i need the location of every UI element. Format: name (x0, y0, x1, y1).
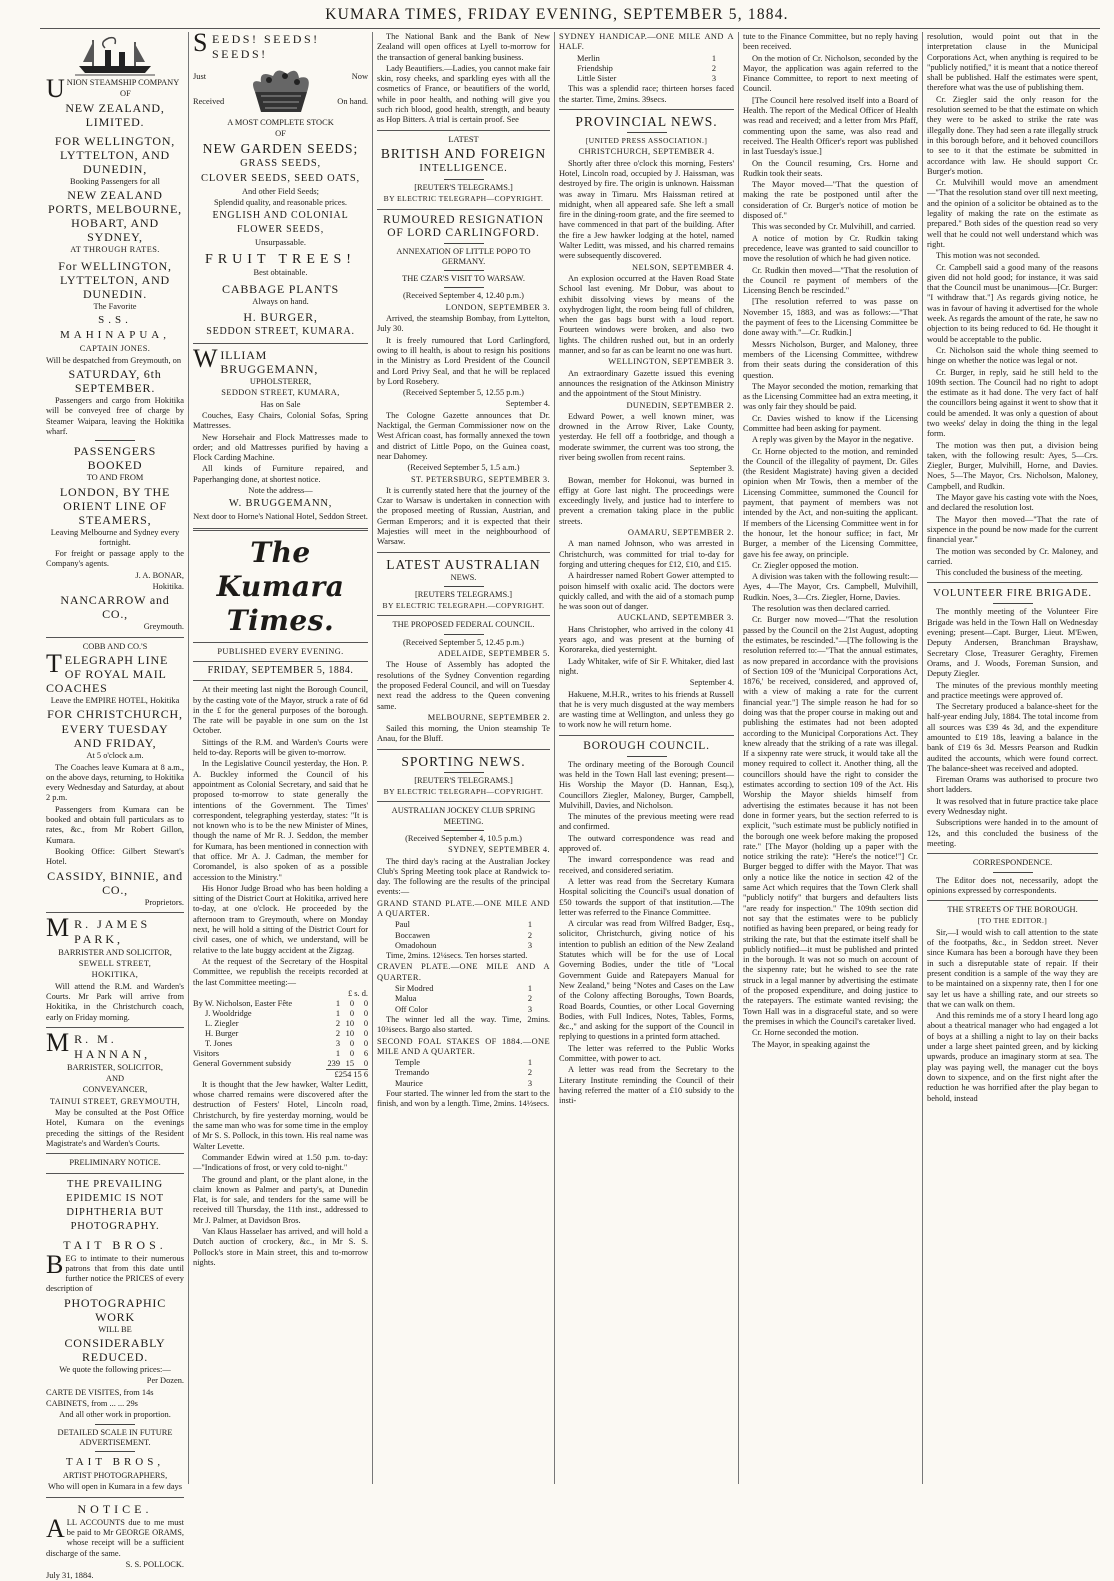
bc-reply: A reply was given by the Mayor in the negative. (752, 435, 914, 445)
column-5 (739, 32, 922, 1484)
pb-nancarrow: NANCARROW and CO., (60, 593, 170, 622)
list-item: Paul 1 (395, 920, 532, 930)
table-row: General Government subsidy 239 15 0 (193, 1058, 368, 1069)
hannan-consult: May be consulted at the Post Office Hotel, Kumara on the evenings preceding the sittings of the Resident Magistrate's and Warden's Courts. (46, 1108, 184, 1148)
page-columns (42, 28, 1102, 1581)
vfb-subscriptions: Subscriptions were handed in to the amount of 12s, and this concluded the business of the meeting. (927, 818, 1098, 848)
burger-street: SEDDON STREET, KUMARA. (206, 326, 355, 338)
race-foal-time: Four started. The winner led from the start to the finish, and won by a length. Time, 2mins. 14½secs. (377, 1089, 550, 1109)
seeds-on-hand: On hand. (337, 96, 368, 106)
cabbage-always: Always on hand. (252, 296, 309, 306)
electric-label-3: BY ELECTRIC TELEGRAPH—COPYRIGHT. (383, 787, 544, 797)
streets-heading: THE STREETS OF THE BOROUGH. (947, 905, 1078, 915)
dateline-sydney: SYDNEY, SEPTEMBER 4. (448, 845, 550, 855)
reuters-label: [REUTER'S TELEGRAMS.] (414, 182, 513, 192)
subscription-table (193, 989, 368, 1080)
federal-heading: THE PROPOSED FEDERAL COUNCIL. (392, 620, 535, 630)
ajc-heading: AUSTRALIAN JOCKEY CLUB SPRING MEETING. (391, 806, 536, 826)
divider (377, 615, 550, 616)
pb-london: LONDON, BY THE ORIENT LINE OF STEAMERS, (59, 484, 171, 527)
tait-title: TAIT BROS. (63, 1237, 167, 1252)
news-bombay: Arrived, the steamship Bombay, from Lyttelton, July 30. (377, 314, 550, 334)
bc-resuming: On the Council resuming, Crs. Horne and Rudkin took their seats. (743, 158, 918, 178)
dateline-melbourne: MELBOURNE, SEPTEMBER 2. (427, 712, 550, 722)
tait-per-dozen: Per Dozen. (146, 1376, 184, 1386)
bc-referred: The letter was referred to the Public Works Committee, with power to act. (559, 1043, 734, 1064)
divider (444, 634, 484, 635)
divider (377, 209, 550, 210)
race-craven-time: The winner led all the way. Time, 2mins. 10¾secs. Bargo also started. (377, 1014, 550, 1035)
bc-mayor-speaking: The Mayor, in speaking against the (752, 1039, 870, 1049)
seeds-now: Now (351, 72, 368, 82)
usc-through: AT THROUGH RATES. (70, 244, 160, 254)
cabbage-plants: CABBAGE PLANTS (222, 281, 339, 296)
bc-division: A division was taken with the following result:—Ayes, 4—The Mayor, Crs. Campbell, Mulvihill, Rudkin. Noes, 3—Crs. Ziegler, Horne, Davies. (743, 572, 918, 602)
latest-label: LATEST (448, 134, 479, 144)
race-grand-stand: GRAND STAND PLATE.—ONE MILE AND A QUARTER. (377, 898, 550, 918)
news-hakuene: Hakuene, M.H.R., writes to his friends at Russell that he is very much disgusted at the way members are wasting time at Wellington, and unless they go to work now he will return home. (559, 689, 734, 730)
seeds-clover: CLOVER SEEDS, SEED OATS, (201, 172, 360, 184)
table-row: T. Jones 3 0 0 (205, 1038, 368, 1048)
seeds-row (193, 66, 368, 114)
wb-address: Next door to Horne's National Hotel, Seddon Street. (193, 512, 368, 522)
usc-passengers: Passengers and cargo from Hokitika will be conveyed free of charge by Steamer Waipara, leaving the Hokitika wharf. (46, 396, 184, 436)
list-item: Maurice 3 (395, 1078, 532, 1088)
bc-carried: The resolution was then declared carried. (752, 604, 891, 614)
hannan-role: BARRISTER, SOLICITOR, (67, 1062, 163, 1072)
list-item: Sir Modred 1 (395, 984, 532, 994)
usc-captain: CAPTAIN JONES. (79, 344, 151, 354)
correspondence-disclaimer: The Editor does not, necessarily, adopt the opinions expressed by correspondents. (927, 875, 1098, 895)
reuters-label-2: [REUTERS TELEGRAMS.] (414, 589, 513, 599)
tait-quote: We quote the following prices:— (59, 1365, 171, 1375)
dateline-oamaru: OAMARU, SEPTEMBER 2. (627, 528, 734, 538)
received-4: (Received September 5, 12.45 p.m.) (403, 637, 524, 647)
table-row: J. Wooldridge 1 0 0 (205, 1008, 368, 1018)
news-te-anau: Sailed this morning, the Union steamship Te Anau, for the Bluff. (377, 724, 550, 744)
seeds-complete: A MOST COMPLETE STOCK (227, 118, 334, 127)
accounts-notice: LL ACCOUNTS due to me must be paid to Mr GEORGE ORAMS, whose receipt will be a sufficient discharge of the same. (46, 1517, 184, 1558)
bc-mulvihill: Cr. Mulvihill would move an amendment—"That the resolution stand over till next meeting, and the opinion of a solicitor be obtained as to the legality of making the rate on the estimate as prepared." Both sides of the question read so very well that he could not well understand which was right. (927, 178, 1098, 249)
bc-cont-2: On the motion of Cr. Nicholson, seconded by the Mayor, the application was again referred to the Finance Committee, to report to next meeting of Council. (743, 53, 918, 94)
fruit-best: Best obtainable. (253, 268, 308, 278)
news-racing: The third day's racing at the Australian Jockey Club's Spring Meeting took place at Randwick to-day. The following are the results of the principal events:— (377, 856, 550, 897)
hannan-and: AND (105, 1074, 125, 1084)
divider (46, 1153, 184, 1154)
park-street: SEWELL STREET, (78, 959, 152, 969)
bc-mayor-seconded: The Mayor seconded the motion, remarking that as the Licensing Committee had an extra meeting, it was only fair they should be paid. (743, 381, 918, 412)
borough-council-heading: BOROUGH COUNCIL. (583, 739, 710, 752)
divider (444, 243, 484, 244)
electric-label-2: BY ELECTRIC TELEGRAPH.—COPYRIGHT. (382, 601, 545, 611)
correspondence-heading: CORRESPONDENCE. (972, 858, 1053, 868)
cobb-passengers: Passengers from Kumara can be booked and obtain full particulars as to rates, &c., from Mr Robert Gillon, Kumara. (46, 804, 184, 845)
tait2-title: TAIT BROS, (65, 1456, 165, 1469)
bc-rudkin-moved: Cr. Rudkin then moved—"That the resolution of the Council re payment of members of the Licensing Bench be rescinded." (743, 265, 918, 296)
divider (927, 853, 1098, 854)
wb-street: SEDDON STREET, KUMARA, (221, 388, 340, 398)
received-2: (Received September 5, 12.55 p.m.) (403, 388, 524, 398)
divider (193, 528, 368, 531)
pb-to-from: TO AND FROM (86, 473, 144, 483)
paper-flag: The Kumara Times. (216, 535, 345, 637)
table-row: H. Burger 2 10 0 (205, 1028, 368, 1038)
bc-mayor-moved: The Mayor moved—"That the question of making the rate be postponed until after the consideration of Cr. Burger's notice of motion be disposed of." (743, 180, 918, 221)
bc-rate-moved: The Mayor then moved—"That the rate of sixpence in the pound be now made for the current financial year." (927, 514, 1098, 545)
tait2-open: Who will open in Kumara in a few days (48, 1482, 182, 1492)
upa-label: [UNITED PRESS ASSOCIATION.] (585, 136, 708, 146)
bc-division-2: The motion was then put, a division being taken, with the following result: Ayes, 5—Crs. Ziegler, Burger, Mulvihill, Horne, and Davies. Noes, 5—The Mayor, Crs. Nicholson, Maloney, Campbell, and Rudkin. (927, 440, 1098, 491)
divider (377, 749, 550, 750)
dateline-sept4: September 4. (689, 678, 734, 688)
usc-of: OF (120, 89, 131, 99)
editorial-claim: The ground and plant, or the plant alone, in the claim known as Palmer and party's, at Dunedin Flat, is for sale, and tenders for the same will be received till Thursday, the 11th inst., addressed to Mr J. Palmer, at Davidson Bros. (193, 1174, 368, 1225)
table-row: L. Ziegler 2 10 0 (205, 1018, 368, 1028)
wb-couches: Couches, Easy Chairs, Colonial Sofas, Spring Mattresses. (193, 410, 368, 431)
vfb-practice: It was resolved that in future practice take place every Wednesday night. (927, 796, 1098, 817)
bc-concluded: This concluded the business of the meeting. (936, 568, 1083, 578)
bc-burger-moved: Cr. Burger now moved—"That the resolution passed by the Council on the 21st August, adopting the estimates, be rescinded."—[The following is the resolution referred to:—"That the annual estimates, as now prepared in accordance with the provisions of Section 109 of the 'Municipal Corporations Act, 1876,' be received, considered, and approved of, with a view of making a rate for the current financial year."] The simple reason he had for so doing was that the proper course in making out and publishing the estimates had not been adopted according to the Municipal Corporations Act. They knew already that the striking of a rate was illegal. If a sixpenny rate were struck, it would take all the money required to collect it. Another thing, all the councillors should have the right to consider the estimates according to section 109 of the Act. His Worship the Mayor shields himself from advertising the estimates because it has not been done in former years, but the section referred to is explicit, "such estimate must be publicly notified in the borough one week before making the proposed rate." [The Mayor (holding up a paper with the notice striking the rate): "Here's the notice!"] Cr. Burger begged to differ with the Mayor. That was only a notice like the notice in section 42 of the same Act which requires that the Town Clerk shall "publicly notify" that burgers and defaulters lists "are ready for inspection." The 109th section did not say that the estimates were to be publicly notified as having been prepared, or being ready for striking the rate, but that the estimate itself shall be publicly notified—it must be published and printed in the borough. It was not so much on account of the sixpenny rate; but he wished to see the rate struck in a legal manner by advertising the estimate of the proposed expenditure, and doing justice to the ratepayers. The estimate wanted revising; the Town Hall was in a disgraceful state, and so were the premises in which the Council's caretaker lived. (743, 615, 918, 1026)
news-gazette: An extraordinary Gazette issued this evening announces the resignation of the Atkinson Ministry and the appointment of the Stout Ministry. (559, 368, 734, 399)
tait-other: And all other work in proportion. (59, 1410, 171, 1420)
divider (993, 872, 1033, 873)
divider (444, 179, 484, 180)
cobb-proprietors-label: Proprietors. (144, 897, 184, 907)
bc-ziegler: Cr. Ziegler opposed the motion. (752, 560, 859, 570)
race-craven: CRAVEN PLATE.—ONE MILE AND A QUARTER. (377, 962, 550, 982)
pb-freight: For freight or passage apply to the Company's agents. (46, 549, 184, 569)
news-czar: It is currently stated here that the journey of the Czar to Warsaw is undertaken in connection with the proposed meeting of Russian, Austrian, and German Emperors; and it is expected that their Majesties will meet in the neighbourhood of Warsaw. (377, 485, 550, 547)
usc-for-2: For WELLINGTON, LYTTELTON, AND DUNEDIN. (58, 259, 172, 302)
steamship-icon (75, 36, 155, 76)
accounts-date: July 31, 1884. (46, 1571, 94, 1581)
cobb-telegraph: ELEGRAPH LINE OF ROYAL MAIL COACHES (46, 652, 169, 695)
burger-name: H. BURGER, (243, 310, 318, 325)
wb-signature: W. BRUGGEMANN, (228, 498, 333, 510)
divider (444, 586, 484, 587)
tait-reduced: CONSIDERABLY REDUCED. (64, 1336, 166, 1365)
reuters-label-3: [REUTER'S TELEGRAMS.] (414, 775, 513, 785)
vfb-heading: VOLUNTEER FIRE BRIGADE. (933, 588, 1092, 600)
list-item: Malua 2 (395, 994, 532, 1004)
cobb-leave: Leave the EMPIRE HOTEL, Hokitika (50, 695, 180, 705)
bc-withdrew: Messrs Nicholson, Burger, and Maloney, three members of the Licensing Committee, withdrew from their seats during the consideration of this question. (743, 339, 918, 380)
park-attend: Will attend the R.M. and Warden's Courts. Mr Park will arrive from Hokitika, in the Christchurch coach, early on Friday morning. (46, 981, 184, 1022)
editorial-hospital: At the request of the Secretary of the Hospital Committee, we republish the receipts recorded at the last Committee meeting:— (193, 956, 368, 987)
popo-heading: ANNEXATION OF LITTLE POPO TO GERMANY. (396, 246, 531, 266)
news-fire: Shortly after three o'clock this morning, Festers' Hotel, Lincoln road, occupied by J. Haissman, was destroyed by fire. The origin is unknown. Haissman was away in Timaru. Mrs Haissman retired at midnight, when all appeared safe. She left a small fire in the dining-room grate, and the fire seemed to have commenced in that part of the building. After the fire a Jew hawker lodging at the hotel, named Walter Leditt, was missed, and his charred remains were subsequently discovered. (559, 158, 734, 261)
list-item: Friendship 2 (577, 63, 716, 73)
editorial-hawker: It is thought that the Jew hawker, Walter Leditt, whose charred remains were discovered after the destruction of Festers' Hotel, Lincoln road, Christchurch, by fire yesterday morning, would be the same man who was for some time in the employ of Mr S. S. Pollock, in this town. His real name was Walter Levette. (193, 1079, 368, 1151)
issue-date: FRIDAY, SEPTEMBER 5, 1884. (207, 664, 354, 676)
subscription-total: £254 15 6 (326, 1069, 368, 1080)
race-foal: SECOND FOAL STAKES OF 1884.—ONE MILE AND A QUARTER. (377, 1036, 550, 1056)
divider (95, 440, 135, 441)
tait-carte: CARTE DE VISITES, from 14s (46, 1387, 154, 1397)
dateline-dunedin: DUNEDIN, SEPTEMBER 2. (626, 400, 734, 410)
news-whitaker: Lady Whitaker, wife of Sir F. Whitaker, died last night. (559, 656, 734, 676)
usc-booking: Booking Passengers for all (69, 176, 161, 186)
usc-despatch: Will be despatched from Greymouth, on (46, 355, 182, 365)
bc-minutes: The minutes of the previous meeting were read and confirmed. (559, 812, 734, 832)
bc-circular: A circular was read from Wilfred Badger, Esq., solicitor, Christchurch, giving notice of his intention to publish an edition of the New Zealand Statutes which will be for the use of Local Governing Bodies, under the title of "Local Government Guide and Ratepayers Manual for New Zealand," being "Notes and Cases on the Law of the Colony affecting Boroughs, Town Boards, Road Boards, Counties, or other Local Governing Bodies, with Full Indices, Notes, Tables, Forms, &c.," and asking for the support of the Council in replying to questions in a printed form attached. (559, 919, 734, 1042)
divider (377, 801, 550, 802)
tait-cabinets: CABINETS, from ... ... 29s (46, 1398, 138, 1408)
editorial-judge: His Honor Judge Broad who has been holding a sitting of the District Court at Hokitika, arrived here to-day, at one o'clock. He proceeded by the afternoon tram to Greymouth, where on Monday next, he will hold a sitting of the District Court for civil cases, one of which, we understand, will be relative to the late buggy accident at the Zigzag. (193, 883, 368, 955)
divider (193, 661, 368, 662)
divider (927, 900, 1098, 901)
sporting-heading: SPORTING NEWS. (401, 753, 526, 769)
divider (927, 582, 1098, 583)
list-item: Omadohoun 3 (395, 940, 532, 950)
bfi-heading: BRITISH AND FOREIGN (380, 145, 547, 161)
wb-furniture: All kinds of Furniture repaired, and Paperhanging done, at shortest notice. (193, 464, 368, 484)
seeds-unsurpassable: Unsurpassable. (255, 238, 306, 248)
dateline-adelaide: ADELAIDE, SEPTEMBER 5. (437, 649, 550, 659)
divider (193, 343, 368, 344)
pb-greymouth: Greymouth. (143, 622, 184, 632)
list-item: Little Sister 3 (577, 74, 716, 84)
cobb-time: At 5 o'clock a.m. (86, 751, 144, 761)
tait-photo: PHOTOGRAPHIC WORK (63, 1295, 167, 1324)
cobb-proprietors: CASSIDY, BINNIE, and CO., (47, 868, 183, 897)
tait-will-be: WILL BE (98, 1324, 132, 1334)
pb-hokitika: Hokitika. (152, 582, 184, 592)
pb-title: PASSENGERS BOOKED (73, 444, 157, 473)
usc-title: NION STEAMSHIP COMPANY (66, 78, 180, 87)
seeds-other: And other Field Seeds; (242, 186, 319, 196)
bc-horne-seconded: Cr. Horne seconded the motion. (752, 1028, 859, 1038)
beautifiers-ad: Lady Beautifiers.—Ladies, you cannot make fair skin, rosy cheeks, and sparkling eyes with all the cosmetics of France, or beautifiers of the world, while in poor health, and nothing will give you such rich blood, good health, strength, and beauty as Hop Bitters. A trial is certain proof. See (377, 63, 550, 125)
table-row: By W. Nicholson, Easter Fête 1 0 0 (193, 998, 368, 1008)
usc-ship: S.S. MAHINAPUA, (60, 314, 170, 342)
editorial-weather: Commander Edwin wired at 1.50 p.m. to-day:—"Indications of frost, or very cold to-night." (193, 1152, 368, 1173)
dateline-wellington: WELLINGTON, SEPTEMBER 3. (608, 357, 734, 367)
received-5: (Received September 4, 10.5 p.m.) (405, 833, 522, 843)
dateline-stp: ST. PETERSBURG, SEPTEMBER 3. (410, 474, 550, 484)
notice-title: NOTICE. (77, 1501, 153, 1516)
divider (444, 287, 484, 288)
wb-mattresses: New Horsehair and Flock Mattresses made to order; and old Mattresses purified by having a Flock Carding Machine. (193, 432, 368, 463)
intelligence-heading: INTELLIGENCE. (419, 162, 508, 174)
news-christopher: Hans Christopher, who arrived in the colony 41 years ago, and was present at the burning of Kororareka, died yesternight. (559, 624, 734, 655)
bc-ziegler-reason: Cr. Ziegler said the only reason for the resolution seemed to be that the estimate on which they were to be asked to strike the rate was illegally done. They had seen a rate illegally struck in this borough before, and it behoved councillors to see to it that the estimate be submitted in accordance with law. He should support Cr. Burger's motion. (927, 94, 1098, 176)
wb-upholsterer: UPHOLSTERER, (249, 377, 312, 387)
park-title: R. JAMES PARK, (74, 916, 151, 946)
bc-seconded: This was seconded by Cr. Mulvihill, and carried. (752, 222, 916, 232)
usc-ports: NEW ZEALAND PORTS, MELBOURNE, HOBART, AND SYDNEY, (48, 187, 182, 244)
dateline-christchurch: CHRISTCHURCH, SEPTEMBER 4. (578, 147, 715, 157)
letter-footpaths: Sir,—I would wish to call attention to the state of the footpaths, &c., in Seddon street. Never since Kumara has been a borough have they been in such a disreputable state of repair. If their present condition is a sample of the way they are to be maintained on a sixpenny rate, then I for one say let us have a shilling rate, and our streets so that we can walk on them. (927, 927, 1098, 1009)
cobb-title: COBB AND CO.'S (82, 641, 148, 651)
divider (444, 270, 484, 271)
divider (559, 109, 734, 110)
news-forgery: A man named Johnson, who was arrested in Christchurch, was committed for trial to-day for forging and uttering cheques for £12, £10, and £15. (559, 539, 734, 569)
dateline-london: LONDON, SEPTEMBER 3. (445, 302, 550, 312)
bc-nicholson: Cr. Nicholson said the whole thing seemed to hinge on whether the notice was legal or not. (927, 345, 1098, 366)
carlingford-heading: RUMOURED RESIGNATION OF LORD CARLINGFORD. (383, 213, 544, 239)
dateline-nelson: NELSON, SEPTEMBER 4. (632, 262, 734, 272)
list-item: Off Color 3 (395, 1004, 532, 1014)
received-1: (Received September 4, 12.40 p.m.) (403, 291, 524, 301)
dateline-sept4: September 4. (505, 399, 550, 409)
cobb-office: Booking Office: Gilbert Stewart's Hotel. (46, 846, 184, 867)
bc-davies: Cr. Davies wished to know if the Licensing Committee had been asking for payment. (743, 413, 918, 433)
park-town: HOKITIKA, (91, 970, 139, 980)
seeds-received: Received (193, 96, 225, 106)
bc-health: [The Council here resolved itself into a Board of Health. The report of the Medical Officer of Health was read and received; and a letter from Mrs Pfaff, commenting upon the same, was also read and received. The Health Officer's report was published in last Tuesday's issue.] (743, 95, 918, 157)
bc-inward: The inward correspondence was read and received, and considered seriatim. (559, 855, 734, 875)
news-explosion: An explosion occurred at the Haven Road State School last evening. Mr Dobur, was about to exhibit dissolving views by means of the oxyhydrogen light, the room being full of children, when the gas bags burst with a loud report. Fourteen windows were broken, and also two lights. The children rushed out, but in an orderly manner, and so far as can be learnt no one was hurt. (559, 273, 734, 356)
seeds-of: OF (275, 129, 286, 139)
tait2-role: ARTIST PHOTOGRAPHERS, (62, 1471, 168, 1481)
usc-favorite: The Favorite (93, 302, 137, 312)
hannan-title: R. M. HANNAN, (74, 1031, 151, 1061)
column-1: UNION STEAMSHIP COMPANY OF NEW ZEALAND, LIMITED. FOR WELLINGTON, LYTTELTON, AND DUNEDIN, Booking Passengers for all NEW ZEALAND PORTS, MELBOURNE, HOBART, AND SYDNEY, AT THROUGH RATES. For WELLINGTON, LYTTELTON, AND DUNEDIN. The Favorite S.S. MAHINAPUA, CAPTAIN JONES. Will be despatched from Greymouth, on SATURDAY, 6th SEPTEMBER. Passengers and cargo from Hokitika will be conveyed free of charge by Steamer Waipara, leaving the Hokitika wharf. PASSENGERS BOOKED TO AND FROM LONDON, BY THE ORIENT LINE OF STEAMERS, Leaving Melbourne and Sydney every fortnight. For freight or passage apply to the Company's agents. J. A. BONAR, Hokitika. NANCARROW and CO., Greymouth. COBB AND CO.'S TELEGRAPH LINE OF ROYAL MAIL COACHES Leave the EMPIRE HOTEL, Hokitika FOR CHRISTCHURCH, EVERY TUESDAY AND FRIDAY, At 5 o'clock a.m. The Coaches leave Kumara at 8 a.m., on the above days, returning, to Hokitika every Wednesday and Saturday, at about 2 p.m. Passengers from Kumara can be booked and obtain full particulars as to rates, &c., from Mr Robert Gillon, Kumara. Booking Office: Gilbert Stewart's Hotel. CASSIDY, BINNIE, and CO., Proprietors. M R. JAMES PARK, BARRISTER AND SOLICITOR, SEWELL STREET, HOKITIKA, Will attend the R.M. and Warden's Courts. Mr Park will arrive from Hokitika, in the Christchurch coach, early on Friday morning. M R. M. HANNAN, BARRISTER, SOLICITOR, AND CONVEYANCER, TAINUI STREET, GREYMOUTH, May be consulted at the Post Office Hotel, Kumara on the evenings preceding the sittings of the Resident Magistrate's and Warden's Courts. PRELIMINARY NOTICE. THE PREVAILING EPIDEMIC IS NOT DIPHTHERIA BUT PHOTOGRAPHY. TAIT BROS. BEG to intimate to their numerous patrons that from this date until further notice the PRICES of every description of PHOTOGRAPHIC WORK WILL BE CONSIDERABLY REDUCED. We quote the following prices:— Per Dozen. CARTE DE VISITES, from 14s CABINETS, from ... ... 29s And all other work in proportion. DETAILED SCALE IN FUTURE ADVERTISEMENT. TAIT BROS, ARTIST PHOTOGRAPHERS, Who will open in Kumara in a few days NOTICE. ALL ACCOUNTS due to me must be paid to Mr GEORGE ORAMS, whose receipt will be a sufficient discharge of the same. S. S. POLLOCK. July 31, 1884. (42, 32, 188, 1484)
bc-outward: The outward correspondence was read and approved of. (559, 833, 734, 854)
hannan-conveyancer: CONVEYANCER, (82, 1085, 148, 1095)
to-editor: [TO THE EDITOR.] (977, 916, 1048, 926)
pb-bonar: J. A. BONAR, (135, 570, 184, 580)
epidemic: THE PREVAILING EPIDEMIC IS NOT DIPHTHERIA BUT PHOTOGRAPHY. (66, 1178, 164, 1232)
wb-title: ILLIAM BRUGGEMANN, (220, 348, 319, 377)
editorial-courts: Sittings of the R.M. and Warden's Courts were held to-day. Reports will be given to-morrow. (193, 737, 368, 758)
race-sydney-handicap: SYDNEY HANDICAP.—ONE MILE AND A HALF. (559, 32, 734, 52)
divider (193, 680, 368, 681)
table-row: Visitors 1 0 6 (193, 1048, 368, 1058)
divider (627, 756, 667, 757)
news-federal: The House of Assembly has adopted the resolutions of the Sydney Convention regarding the proposed Federal Council, and will on Tuesday next read the address to the Queen convening same. (377, 660, 550, 711)
received-3: (Received September 5, 1.5 a.m.) (407, 463, 520, 473)
provincial-heading: PROVINCIAL NEWS. (575, 114, 718, 130)
editorial-auction: Van Klaus Hasselaer has arrived, and will hold a Dutch auction of crockery, &c., in Mr S. S. Pollock's store in Main street, this and to-morrow nights. (193, 1227, 368, 1267)
dateline-sept3: September 3. (689, 464, 734, 474)
divider (46, 1173, 184, 1174)
tait-intimate: EG to intimate to their numerous patrons that from this date until further notice the PRICES of every description of (46, 1253, 184, 1294)
park-role: BARRISTER AND SOLICITOR, (58, 947, 172, 957)
divider (377, 552, 550, 553)
divider (444, 772, 484, 773)
bc-hospital: A letter was read from the Secretary Kumara Hospital soliciting the Council's usual donation of £50 towards the support of that institution.—The letter was referred to the Finance Committee. (559, 876, 734, 917)
usc-title-2: NEW ZEALAND, LIMITED. (65, 100, 165, 129)
seeds-splendid: Splendid quality, and reasonable prices. (214, 197, 347, 207)
bc-burger-reply: Cr. Burger, in reply, said he still held to the 109th section. The Council had no right to adopt the estimate as it had done. The very fact of half the councillors being against it went to show that it could be amended. It was only a question of about two weeks' delay in doing the thing in the legal form. (927, 367, 1098, 439)
banks-notice: The National Bank and the Bank of New Zealand will open offices at Lyell to-morrow for the transaction of general banking business. (377, 32, 550, 62)
cobb-days: EVERY TUESDAY AND FRIDAY, (61, 722, 169, 751)
subscription-header: £ s. d. (347, 988, 368, 998)
bc-campbell: Cr. Campbell said a good many of the reasons given did not hold good; for instance, it was said that the Council must be unanimous—[Cr. Burger: "I withdraw that."] As regards giving notice, he was in favour of having it advertised for the whole week. As regards the amount of the rate, he saw no objection to its being reduced to 6d. He thought it would be acceptable to the public. (927, 262, 1098, 344)
bc-rudkin-notice: A notice of motion by Cr. Rudkin taking precedence, leave was granted to said councillor to move the resolution of which he had given notice. (743, 233, 918, 264)
seeds-title: EEDS! SEEDS! SEEDS! (211, 32, 320, 61)
column-2: SEEDS! SEEDS! SEEDS! Just Received Now On hand. A MOST COMPLETE STOCK OF NEW GARDEN SEEDS; GRASS SEEDS, CLOVER SEEDS, SEED OATS, And other Field Seeds; Splendid quality, and reasonable prices. ENGLISH AND COLONIAL FLOWER SEEDS, Unsurpassable. FRUIT TREES! Best obtainable. CABBAGE PLANTS Always on hand. H. BURGER, SEDDON STREET, KUMARA. WILLIAM BRUGGEMANN, UPHOLSTERER, SEDDON STREET, KUMARA, Has on Sale Couches, Easy Chairs, Colonial Sofas, Spring Mattresses. New Horsehair and Flock Mattresses made to order; and old Mattresses purified by having a Flock Carding Machine. All kinds of Furniture repaired, and Paperhanging done, at shortest notice. Note the address— W. BRUGGEMANN, Next door to Horne's National Hotel, Seddon Street. The Kumara Times. PUBLISHED EVERY EVENING. FRIDAY, SEPTEMBER 5, 1884. At their meeting last night the Borough Council, by the casting vote of the Mayor, struck a rate of 6d in the £ for the general purposes of the borough. The rate will be payable in one sum on the 1st October. Sittings of the R.M. and Warden's Courts were held to-day. Reports will be given to-morrow. In the Legislative Council yesterday, the Hon. P. A. Buckley informed the Council of his appointment as Colonial Secretary, and said that he proposed to-morrow to state generally the intentions of the Government. The Times' correspondent, telegraphing yesterday, states: "It is not known who is to be the new Minister of Mines, though the name of Mr R. J. Seddon, the member for Kumara, has been mentioned in connection with that office. Mr A. J. Cadman, the member for Coromandel, is also spoken of as a possible accession to the Ministry." His Honor Judge Broad who has been holding a sitting of the District Court at Hokitika, arrived here to-day, at one o'clock. He proceeded by the afternoon tram to Greymouth, where on Monday next, he will hold a sitting of the District Court for civil cases, one of which, we understand, will be relative to the late buggy accident at the Zigzag. At the request of the Secretary of the Hospital Committee, we republish the receipts recorded at the last Committee meeting:— £ s. d. By W. Nicholson, Easter Fête 1 0 0 J. Wooldridge 1 0 0 L. Ziegler 2 10 0 H. Burger 2 10 0 T. Jones 3 0 0 Visitors 1 0 6 General Government subsidy 239 15 0 £254 15 6 It is thought that the Jew hawker, Walter Leditt, whose charred remains were discovered after the destruction of Festers' Hotel, Lincoln road, Christchurch, by fire yesterday morning, would be the same man who was for some time in the employ of Mr S. S. Pollock, in this town. His real name was Walter Levette. Commander Edwin wired at 1.50 p.m. to-day:—"Indications of frost, or very cold to-night." The ground and plant, or the plant alone, in the claim known as Palmer and party's, at Dunedin Flat, is for sale, and tenders for the same will be received till Thursday, the 11th inst., addressed to Mr J. Palmer, at Davidson Bros. Van Klaus Hasselaer has arrived, and will hold a Dutch auction of crockery, &c., in Mr S. S. Pollock's store in Main street, this and to-morrow nights. (193, 28, 368, 1267)
seeds-grass: GRASS SEEDS, (240, 157, 321, 169)
divider (444, 830, 484, 831)
seeds-just: Just (193, 72, 207, 82)
news-hairdresser: A hairdresser named Robert Gower attempted to poison himself with oxalic acid. The doctors were quickly called, and with the aid of a stomach pump he was soon out of danger. (559, 571, 734, 612)
seeds-flower: ENGLISH AND COLONIAL FLOWER SEEDS, (212, 210, 349, 236)
la-news: NEWS. (450, 572, 477, 582)
wb-sale: Has on Sale (260, 399, 301, 409)
prelim-notice: PRELIMINARY NOTICE. (69, 1158, 161, 1168)
accounts-signature: S. S. POLLOCK. (125, 1559, 184, 1569)
column-6 (923, 32, 1102, 1484)
bc-meeting: The ordinary meeting of the Borough Council was held in the Town Hall last evening; present—His Worship the Mayor (D. Hannan, Esq.), Councillors Ziegler, Maloney, Burger, Campbell, Mulvihill, Davies, and Nicholson. (559, 759, 734, 810)
dateline-auckland: AUCKLAND, SEPTEMBER 3. (617, 613, 734, 623)
bc-maloney: The motion was seconded by Cr. Maloney, and carried. (927, 546, 1098, 566)
usc-date: SATURDAY, 6th SEPTEMBER. (68, 367, 162, 396)
list-item: Boccawen 2 (395, 930, 532, 940)
column-3 (373, 32, 554, 1484)
divider (95, 1424, 135, 1425)
news-popo: The Cologne Gazette announces that Dr. Nacktigal, the German Commissioner now on the West African coast, has formally annexed the town and district of Little Popo, on the Guinea coast, near Dahomey. (377, 410, 550, 461)
electric-label: BY ELECTRIC TELEGRAPH—COPYRIGHT. (383, 194, 544, 204)
list-item: Temple 1 (395, 1058, 532, 1068)
cobb-christchurch: FOR CHRISTCHURCH, (47, 707, 183, 722)
bc-not-seconded: This motion was not seconded. (936, 251, 1040, 261)
vfb-meeting: The monthly meeting of the Volunteer Fire Brigade was held in the Town Hall on Wednesday evening; present—Capt. Burger, Lieut. M'Ewen, Deputy Andersen, Branchman Brayshaw, Secretary Close, Treasurer Geraghty, Firemen Orams, and J. Woods, Foreman Sunsion, and Deputy Ziegler. (927, 607, 1098, 679)
seeds-garden: NEW GARDEN SEEDS; (202, 140, 359, 156)
letter-story: And this reminds me of a story I heard long ago about a theatrical manager who had engaged a lot of boys at a shilling a night to lay on their backs under a large sheet painted green, and by kicking upwards, produce an imaginary storm at sea. The play was paying well, the manager cut the boys down to sixpence, and on the first night after the reduction he was horrified after the play began to behold, instead (927, 1011, 1098, 1103)
usc-for: FOR WELLINGTON, LYTTELTON, AND DUNEDIN, (54, 133, 176, 176)
divider (95, 1451, 135, 1452)
bc-cont-1: tute to the Finance Committee, but no reply having been received. (743, 32, 918, 52)
bc-casting: The Mayor gave his casting vote with the Noes, and declared the resolution lost. (927, 493, 1098, 513)
divider (993, 603, 1033, 604)
published-line: PUBLISHED EVERY EVENING. (217, 646, 344, 656)
fruit-trees: FRUIT TREES! (205, 252, 356, 268)
divider (46, 637, 184, 638)
list-item: Tremando 2 (395, 1068, 532, 1078)
divider (559, 735, 734, 736)
bc-resolution: [The resolution referred to was passe on November 15, 1883, and was as follows:—"That the payment of fees to the Licensing Committee be done away with."—Cr. Rudkin.] (743, 297, 918, 338)
tait-scale: DETAILED SCALE IN FUTURE ADVERTISEMENT. (57, 1427, 173, 1447)
czar-heading: THE CZAR'S VISIT TO WARSAW. (402, 274, 525, 284)
column-4 (555, 32, 738, 1484)
bc-literary: A letter was read from the Secretary to the Literary Institute reminding the Council of their having referred the matter of a £10 subsidy to the insti- (559, 1065, 734, 1106)
seed-basket-icon (241, 66, 321, 114)
editorial-council: In the Legislative Council yesterday, the Hon. P. A. Buckley informed the Council of his appointment as Colonial Secretary, and said that he proposed to-morrow to state generally the intentions of the Government. The Times' correspondent, telegraphing yesterday, states: "It is not known who is to be the new Minister of Mines, though the name of Mr R. J. Seddon, the member for Kumara, has been mentioned in connection with that office. Mr A. J. Cadman, the member for Coromandel, is also spoken of as a possible accession to the Ministry." (193, 759, 368, 882)
bc-horne: Cr. Horne objected to the motion, and reminded the Council of the illegality of payment, Dr. Giles (the Resident Magistrate) having given a decided opinion when Mr Towis, then a member of the Licensing Committee, summoned the Council for payment, that payment of members was not intended by the Act, and non-suiting the applicant. If members of the Licensing Committee went in for the honour, let the honour suffice; in fact, Mr Burger, a member of the Licensing Committee, gave his fee away, on principle. (743, 446, 918, 559)
divider (193, 642, 368, 643)
list-item: Merlin 1 (577, 53, 716, 63)
vfb-ladders: Fireman Orams was authorised to procure two short ladders. (927, 775, 1098, 795)
divider (377, 130, 550, 131)
pb-leaving: Leaving Melbourne and Sydney every fortnight. (50, 527, 180, 547)
cobb-coaches: The Coaches leave Kumara at 8 a.m., on the above days, returning, to Hokitika every Wednesday and Saturday, at about 2 p.m. (46, 762, 184, 803)
race-sydney-handicap-time: This was a splendid race; thirteen horses faced the starter. Time, 2mins. 39secs. (559, 84, 734, 104)
masthead: KUMARA TIMES, FRIDAY EVENING, SEPTEMBER 5, 1884. (325, 6, 789, 23)
la-heading: LATEST AUSTRALIAN (386, 556, 541, 572)
race-grand-stand-time: Time, 2mins. 12¼secs. Ten horses started. (386, 951, 528, 961)
vfb-balance: The Secretary produced a balance-sheet for the half-year ending July, 1884. The total income from all sources was £39 4s 3d, and the expenditure amounted to £19 18s, leaving a balance in the bank of £19 6s 3d. Messrs Pearson and Rudkin audited the accounts, which were found correct. The balance-sheet was received and adopted. (927, 702, 1098, 773)
hannan-street: TAINUI STREET, GREYMOUTH, (49, 1096, 181, 1106)
divider (46, 1497, 184, 1498)
bc-cont-3: resolution, would point out that in the interpretation clause in the Municipal Corporations Act, when anything is required to be "publicly notified," it is meant that a notice thereof shall be published. Half the estimates were spent, therefore what was the use of publishing them. (927, 32, 1098, 93)
divider (627, 132, 667, 133)
news-drowned: Edward Power, a well known miner, was drowned in the Arrow River, Lake County, yesterday. He fell off a footbridge, and though a moderate swimmer, the current was too strong, the river being swollen from recent rains. (559, 411, 734, 462)
vfb-minutes: The minutes of the previous monthly meeting and practice meetings were approved of. (927, 680, 1098, 700)
news-effigy: Bowan, member for Hokonui, was burned in effigy at Gore last night. The proceedings were exceedingly lively, and justice had to interfere to prevent a cremation taking place in the public streets. (559, 475, 734, 526)
news-carlingford: It is freely rumoured that Lord Carlingford, owing to ill health, is about to resign his positions in the Ministry as Lord President of the Council and Lord Privy Seal, and that he will be replaced by Lord Rosebery. (377, 335, 550, 386)
wb-note: Note the address— (248, 486, 313, 496)
editorial-rate: At their meeting last night the Borough Council, by the casting vote of the Mayor, struck a rate of 6d in the £ for the general purposes of the borough. The rate will be payable in one sum on the 1st October. (193, 685, 368, 736)
